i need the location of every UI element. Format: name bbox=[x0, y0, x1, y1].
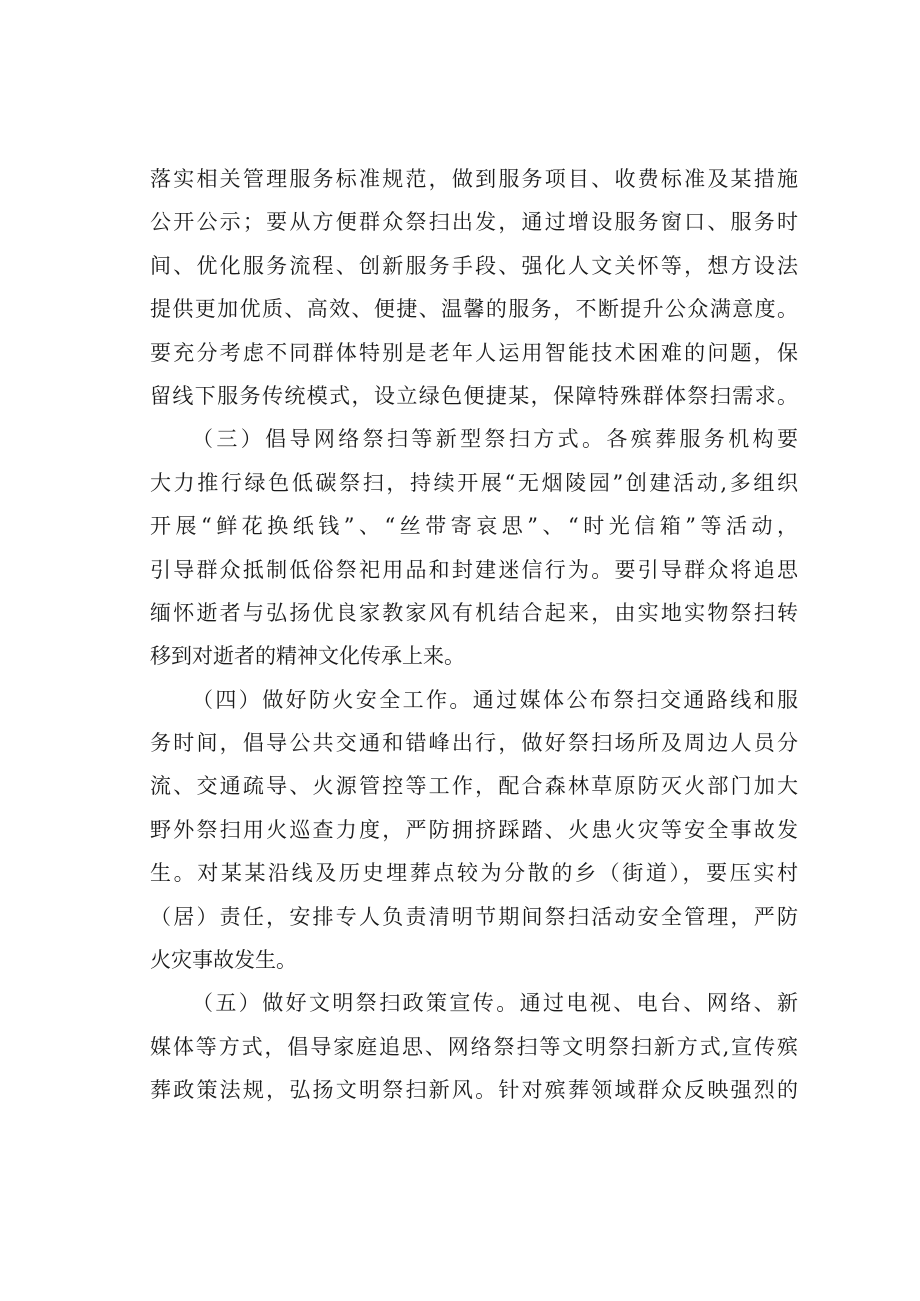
text-line: （三）倡导网络祭扫等新型祭扫方式。各殡葬服务机构要 bbox=[192, 427, 798, 452]
text-line: 生。对某某沿线及历史埋葬点较为分散的乡（街道），要压实村 bbox=[150, 861, 798, 886]
text-line: （居）责任，安排专人负责清明节期间祭扫活动安全管理，严防 bbox=[150, 904, 798, 929]
text-line: 公开公示；要从方便群众祭扫出发，通过增设服务窗口、服务时 bbox=[150, 210, 798, 235]
paragraph-online-mourning bbox=[150, 418, 798, 678]
text-line: 要充分考虑不同群体特别是老年人运用智能技术困难的问题，保 bbox=[150, 340, 798, 365]
text-line: 留线下服务传统模式，设立绿色便捷某，保障特殊群体祭扫需求。 bbox=[150, 383, 798, 408]
text-line: 落实相关管理服务标准规范，做到服务项目、收费标准及某措施 bbox=[150, 167, 798, 191]
text-line: 野外祭扫用火巡查力度，严防拥挤踩踏、火患火灾等安全事故发 bbox=[150, 817, 798, 842]
text-line: 缅怀逝者与弘扬优良家教家风有机结合起来，由实地实物祭扫转 bbox=[150, 600, 798, 625]
text-line: 大力推行绿色低碳祭扫，持续开展“无烟陵园”创建活动,多组织 bbox=[150, 470, 798, 495]
text-line: 提供更加优质、高效、便捷、温馨的服务，不断提升公众满意度。 bbox=[150, 297, 798, 322]
text-line: 开展“鲜花换纸钱”、“丝带寄哀思”、“时光信箱”等活动， bbox=[150, 514, 798, 539]
paragraph-policy-publicity bbox=[150, 982, 798, 1112]
paragraph-fire-safety bbox=[150, 679, 798, 983]
paragraph-service-standards bbox=[150, 158, 798, 418]
text-line: 葬政策法规，弘扬文明祭扫新风。针对殡葬领域群众反映强烈的 bbox=[150, 1078, 798, 1103]
document-body bbox=[150, 158, 798, 1113]
text-line: （四）做好防火安全工作。通过媒体公布祭扫交通路线和服 bbox=[192, 687, 798, 712]
text-line: （五）做好文明祭扫政策宣传。通过电视、电台、网络、新 bbox=[192, 991, 798, 1016]
text-line: 间、优化服务流程、创新服务手段、强化人文关怀等，想方设法 bbox=[150, 253, 798, 278]
text-line: 媒体等方式，倡导家庭追思、网络祭扫等文明祭扫新方式,宣传殡 bbox=[150, 1034, 798, 1059]
text-line: 移到对逝者的精神文化传承上来。 bbox=[150, 644, 465, 669]
text-line: 火灾事故发生。 bbox=[150, 948, 297, 973]
text-line: 引导群众抵制低俗祭祀用品和封建迷信行为。要引导群众将追思 bbox=[150, 557, 798, 582]
text-line: 流、交通疏导、火源管控等工作，配合森林草原防灭火部门加大 bbox=[150, 774, 798, 799]
text-line: 务时间，倡导公共交通和错峰出行，做好祭扫场所及周边人员分 bbox=[150, 731, 798, 756]
